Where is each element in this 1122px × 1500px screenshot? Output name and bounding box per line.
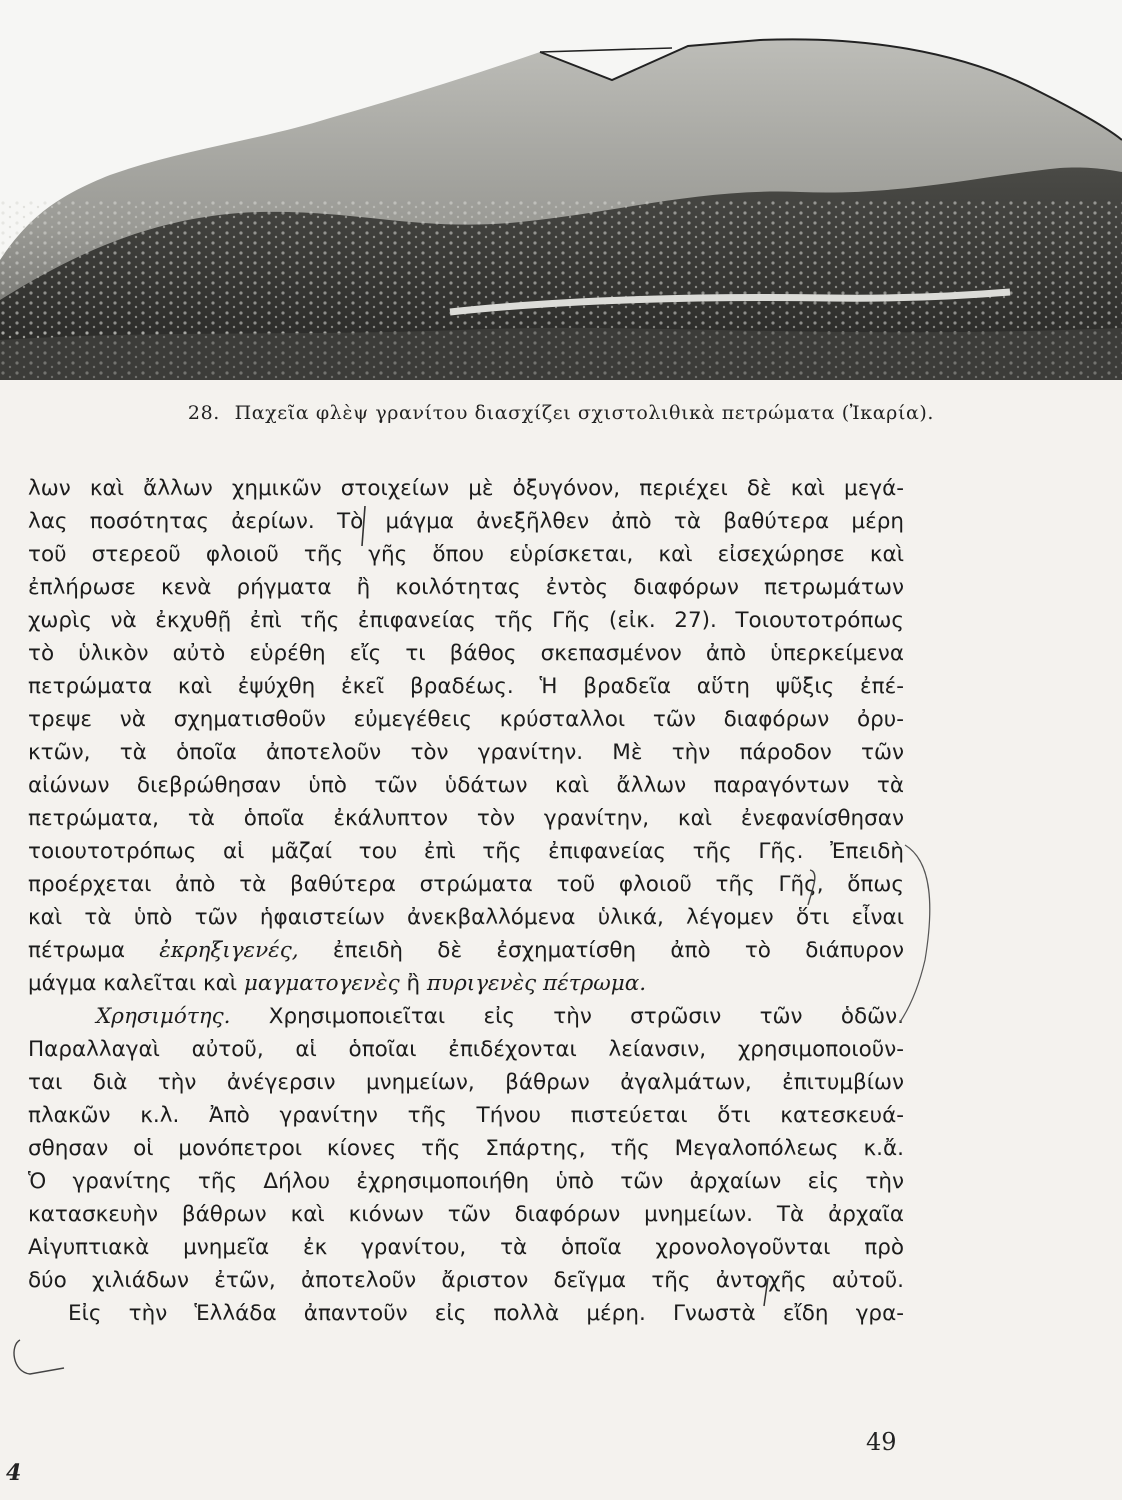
pencil-bracket — [900, 845, 930, 1022]
figure-photo — [0, 0, 1122, 380]
text-line-1: λων καὶ ἄλλων χημικῶν στοιχείων μὲ ὀξυγόνον, περιέχει δὲ καὶ μεγά- — [28, 476, 904, 501]
line16-before: μάγμα καλεῖται καὶ — [28, 971, 244, 996]
line16-middle: ἢ — [399, 971, 427, 996]
text-line-18: Παραλλαγαὶ αὐτοῦ, αἱ ὁποῖαι ἐπιδέχονται λείανσιν, χρησιμοποιοῦν- — [28, 1037, 904, 1062]
text-line-4: ἐπλήρωσε κενὰ ρήγματα ἢ κοιλότητας ἐντὸς διαφόρων πετρωμάτων — [28, 575, 904, 600]
figure-number: 28. — [187, 402, 220, 424]
text-line-8: τρεψε νὰ σχηματισθοῦν εὐμεγέθεις κρύσταλλοι τῶν διαφόρων ὀρυ- — [28, 707, 904, 732]
text-line-26: Εἰς τὴν Ἑλλάδα ἀπαντοῦν εἰς πολλὰ μέρη. Γνωστὰ εἴδη γρα- — [68, 1301, 904, 1326]
text-line-5: χωρὶς νὰ ἐκχυθῇ ἐπὶ τῆς ἐπιφανείας τῆς Γῆς (εἰκ. 27). Τοιουτοτρόπως — [28, 608, 904, 633]
term-pyrigenes: πυριγενὲς πέτρωμα. — [426, 971, 647, 996]
text-line-12: τοιουτοτρόπως αἱ μᾶζαί του ἐπὶ τῆς ἐπιφανείας τῆς Γῆς. Ἐπειδὴ — [28, 839, 904, 864]
line15-after: ἐπειδὴ δὲ ἐσχηματίσθη ἀπὸ τὸ διάπυρον — [298, 938, 904, 963]
text-line-19: ται διὰ τὴν ἀνέγερσιν μνημείων, βάθρων ἀγαλμάτων, ἐπιτυμβίων — [28, 1070, 904, 1095]
line17-after: Χρησιμοποιεῖται εἰς τὴν στρῶσιν τῶν ὁδῶν. — [230, 1004, 904, 1029]
figure-caption — [0, 402, 1122, 424]
text-line-21: σθησαν οἱ μονόπετροι κίονες τῆς Σπάρτης, τῆς Μεγαλοπόλεως κ.ἄ. — [28, 1136, 904, 1161]
term-magmatogenes: μαγματογενὲς — [243, 971, 400, 996]
line15-before: πέτρωμα — [28, 938, 160, 963]
text-line-7: πετρώματα καὶ ἐψύχθη ἐκεῖ βραδέως. Ἡ βραδεῖα αὕτη ψῦξις ἐπέ- — [28, 674, 904, 699]
text-line-9: κτῶν, τὰ ὁποῖα ἀποτελοῦν τὸν γρανίτην. Μὲ τὴν πάροδον τῶν — [28, 740, 904, 765]
text-line-24: Αἰγυπτιακὰ μνημεῖα ἐκ γρανίτου, τὰ ὁποῖα χρονολογοῦνται πρὸ — [28, 1235, 904, 1260]
text-line-22: Ὁ γρανίτης τῆς Δήλου ἐχρησιμοποιήθη ὑπὸ τῶν ἀρχαίων εἰς τὴν — [28, 1169, 904, 1194]
page-number: 49 — [866, 1428, 897, 1456]
text-line-20: πλακῶν κ.λ. Ἀπὸ γρανίτην τῆς Τήνου πιστεύεται ὅτι κατεσκευά- — [28, 1103, 904, 1128]
text-line-11: πετρώματα, τὰ ὁποῖα ἐκάλυπτον τὸν γρανίτην, καὶ ἐνεφανίσθησαν — [28, 806, 904, 831]
text-line-17 — [28, 1000, 904, 1033]
text-line-3: τοῦ στερεοῦ φλοιοῦ τῆς γῆς ὅπου εὑρίσκεται, καὶ εἰσεχώρησε καὶ — [28, 542, 904, 567]
text-line-13: προέρχεται ἀπὸ τὰ βαθύτερα στρώματα τοῦ φλοιοῦ τῆς Γῆς, ὅπως — [28, 872, 904, 897]
text-line-2: λας ποσότητας ἀερίων. Τὸ μάγμα ἀνεξῆλθεν ἀπὸ τὰ βαθύτερα μέρη — [28, 509, 904, 534]
text-line-14: καὶ τὰ ὑπὸ τῶν ἡφαιστείων ἀνεκβαλλόμενα ὑλικά, λέγομεν ὅτι εἶναι — [28, 905, 904, 930]
text-line-23: κατασκευὴν βάθρων καὶ κιόνων τῶν διαφόρων μνημείων. Τὰ ἀρχαῖα — [28, 1202, 904, 1227]
text-line-10: αἰώνων διεβρώθησαν ὑπὸ τῶν ὑδάτων καὶ ἄλλων παραγόντων τὰ — [28, 773, 904, 798]
figure-caption-text: Παχεῖα φλὲψ γρανίτου διασχίζει σχιστολιθικὰ πετρώματα (Ἰκαρία). — [234, 402, 935, 424]
text-line-25: δύο χιλιάδων ἐτῶν, ἀποτελοῦν ἄριστον δεῖγμα τῆς ἀντοχῆς αὐτοῦ. — [28, 1268, 904, 1293]
text-line-16 — [28, 967, 904, 1000]
subheading-chrisimotis: Χρησιμότης. — [96, 1004, 231, 1029]
sheet-mark: 4 — [6, 1460, 22, 1486]
text-line-15 — [28, 934, 904, 967]
text-line-6: τὸ ὑλικὸν αὐτὸ εὑρέθη εἴς τι βάθος σκεπασμένον ἀπὸ ὑπερκείμενα — [28, 641, 904, 666]
mountain-photo-illustration — [0, 0, 1122, 380]
term-ekrixigenes: ἐκρηξιγενές, — [159, 938, 299, 963]
pencil-circle — [14, 1340, 64, 1374]
body-text — [28, 472, 904, 1330]
